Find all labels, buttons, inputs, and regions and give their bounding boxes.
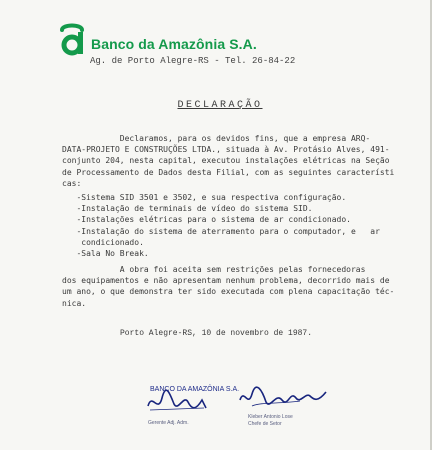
acceptance-paragraph: A obra foi aceita sem restrições pelas fornecedoras dos equipamentos e não apresentam nenhum problema, decorrido mais de um ano, o que demonstra ter sido executada com plena capacitação téc- nica. [62,265,395,308]
place-and-date: Porto Alegre-RS, 10 de novembro de 1987. [120,329,313,338]
bank-logo-icon [58,22,86,56]
bank-name: Banco da Amazônia S.A. [91,36,257,52]
signer-right-name: Kleber Antonio Lose [248,414,293,420]
document-title: DECLARAÇÃO [177,100,263,111]
signature-block [140,384,360,434]
signer-left-role: Gerente Adj. Adm. [148,420,189,426]
stamp-bank-name: BANCO DA AMAZÔNIA S.A. [150,386,240,393]
installation-list: -Sistema SID 3501 e 3502, e sua respectiva configuração. -Instalação de terminais de vídeo do sistema SID. -Instalações elétricas para o sistema de ar condicionado. -Instalação do sistema de aterramento para o computador, e ar condicionado. -Sala No Break. [76,193,380,259]
declaration-paragraph: Declaramos, para os devidos fins, que a empresa ARQ- DATA-PROJETO E CONSTRUÇÕES LTDA., situada à Av. Protásio Alves, 491- conjunto 204, nesta capital, executou instalações elétricas na Seção de Processamento de Dados desta Filial, com as seguintes característi cas: [62,134,395,188]
bank-address: Ag. de Porto Alegre-RS - Tel. 26-84-22 [90,56,296,66]
signer-right-role: Chefe de Setor [248,421,282,427]
